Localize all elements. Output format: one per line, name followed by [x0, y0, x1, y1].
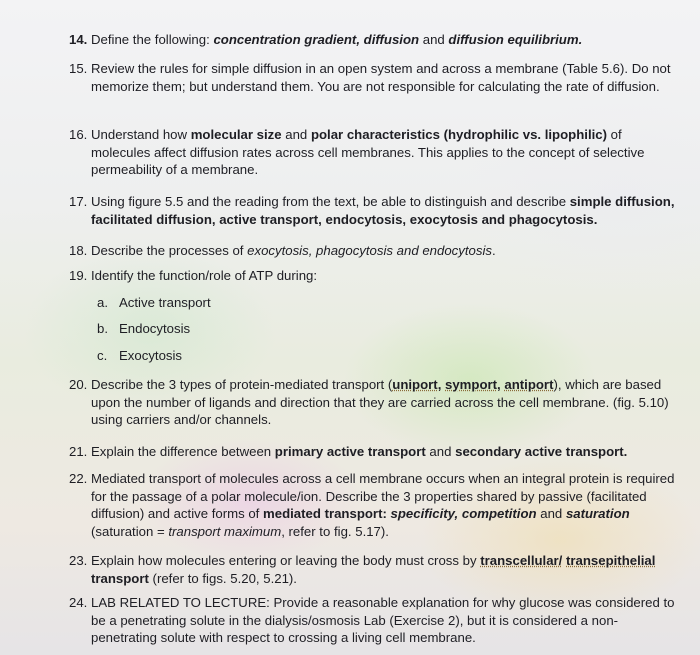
question-18: [69, 242, 679, 260]
question-number: 23.: [69, 553, 88, 568]
question-text: Mediated transport of molecules across a cell membrane occurs when an integral protein is required for the passage of a polar molecule/ion. Describe the 3 properties shared by passive (facilitated diffusion) and active forms of mediated transport: specificity, competition and saturation (saturation = transport maximum, refer to fig. 5.17).: [91, 471, 675, 539]
subitem-b: b. Endocytosis: [97, 321, 191, 336]
question-text: Review the rules for simple diffusion in an open system and across a membrane (Table 5.6). Do not memorize them; but understand them. You are not responsible for calculating the rate of diffusion.: [91, 61, 671, 94]
question-number: 17.: [69, 194, 88, 209]
question-number: 19.: [69, 268, 88, 283]
question-20: [69, 376, 679, 429]
question-number: 15.: [69, 61, 88, 76]
question-19: [69, 267, 679, 285]
question-text: Explain how molecules entering or leaving the body must cross by transcellular/ transepithelial transport (refer to figs. 5.20, 5.21).: [91, 553, 656, 586]
subitem-a: a. Active transport: [97, 295, 211, 310]
question-number: 14.: [69, 32, 88, 47]
question-number: 21.: [69, 444, 88, 459]
question-text: Understand how molecular size and polar characteristics (hydrophilic vs. lipophilic) of molecules affect diffusion rates across cell membranes. This applies to the concept of selective permeability of a membrane.: [91, 127, 645, 178]
question-text: Describe the processes of exocytosis, phagocytosis and endocytosis.: [91, 243, 496, 258]
question-22: [69, 470, 679, 540]
question-text: Describe the 3 types of protein-mediated transport (uniport, symport, antiport), which are based upon the number of ligands and direction that they are carried across the cell membrane. (fig. 5.10) using carriers and/or channels.: [91, 377, 669, 428]
question-23: [69, 552, 679, 587]
question-text: Define the following: concentration gradient, diffusion and diffusion equilibrium.: [91, 32, 583, 47]
question-text: Explain the difference between primary active transport and secondary active transport.: [91, 444, 628, 459]
question-text: Identify the function/role of ATP during:: [91, 268, 318, 283]
question-24: [69, 594, 679, 647]
question-17: [69, 193, 679, 228]
subitem-c: c. Exocytosis: [97, 348, 183, 363]
question-14: [69, 31, 679, 49]
question-text: LAB RELATED TO LECTURE: Provide a reasonable explanation for why glucose was considered to be a penetrating solute in the dialysis/osmosis Lab (Exercise 2), but it is considered a non-penetrating solute with respect to crossing a living cell membrane.: [91, 595, 675, 646]
question-15: [69, 60, 679, 95]
question-number: 20.: [69, 377, 88, 392]
question-number: 22.: [69, 471, 88, 486]
question-21: [69, 443, 679, 461]
question-number: 24.: [69, 595, 88, 610]
question-number: 18.: [69, 243, 88, 258]
question-16: [69, 126, 679, 179]
question-text: Using figure 5.5 and the reading from the text, be able to distinguish and describe simple diffusion, facilitated diffusion, active transport, endocytosis, exocytosis and phagocytosis.: [91, 194, 675, 227]
question-number: 16.: [69, 127, 88, 142]
